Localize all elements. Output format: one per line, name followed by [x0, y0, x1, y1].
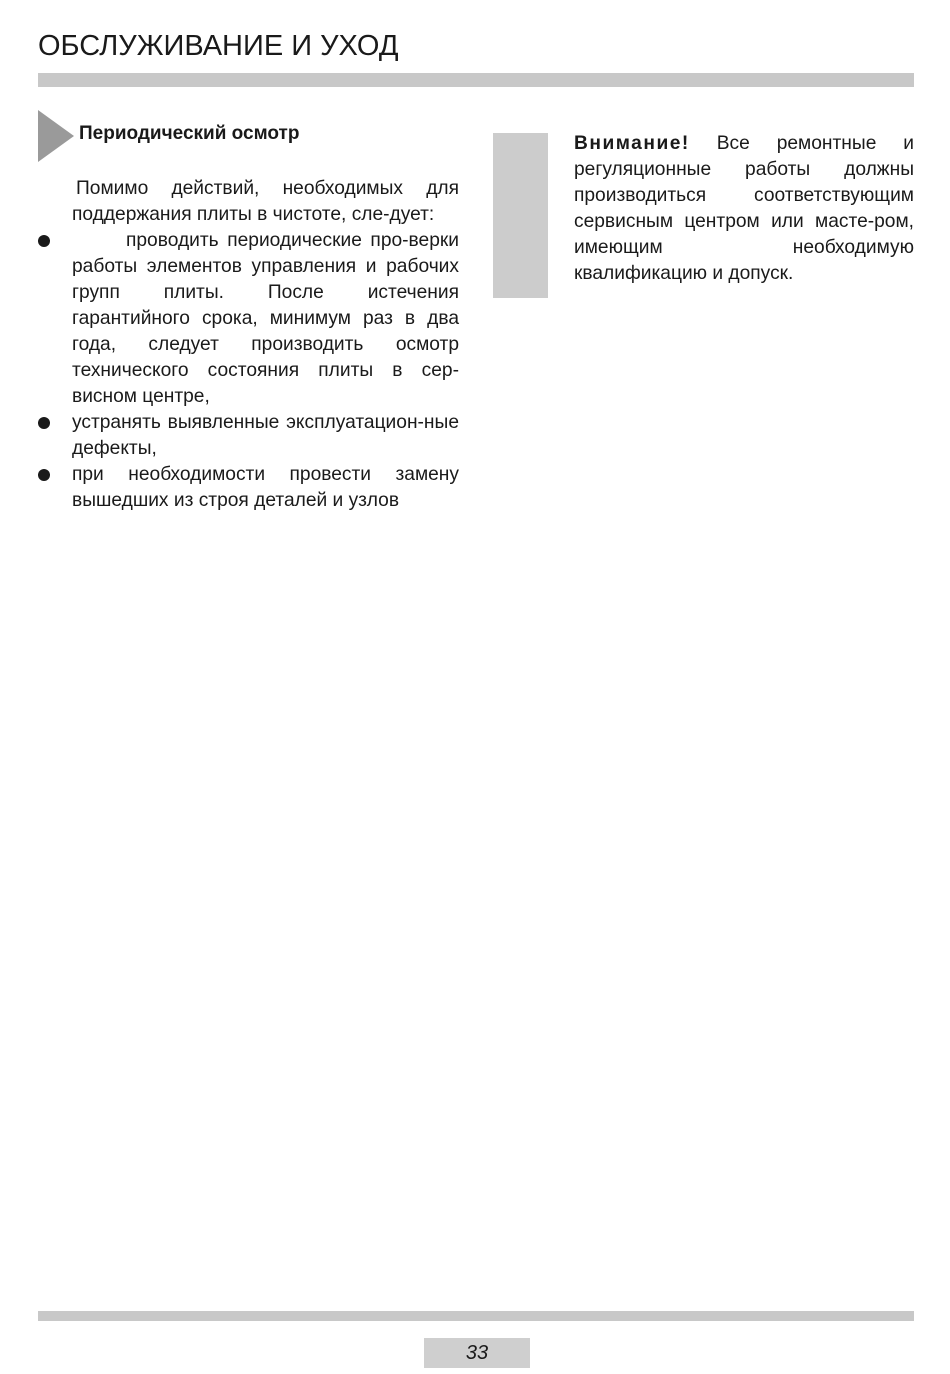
list-item-text: при необходимости провести замену вышедших из строя деталей и узлов — [72, 464, 459, 511]
page-number-box — [424, 1338, 530, 1368]
list-item — [72, 228, 459, 410]
list-item — [72, 410, 459, 462]
page-title: ОБСЛУЖИВАНИЕ И УХОД — [38, 30, 399, 62]
bullet-dot-icon — [38, 469, 50, 481]
list-item-text: проводить периодические про-верки работы элементов управления и рабочих групп плиты. После истечения гарантийного срока, минимум раз в два года, следует производить осмотр технического состояния плиты в сер-висном центре, — [72, 230, 459, 407]
left-column — [72, 176, 459, 514]
intro-paragraph: Помимо действий, необходимых для поддержания плиты в чистоте, сле-дует: — [72, 178, 459, 225]
footer-divider — [38, 1311, 914, 1321]
header-divider — [38, 73, 914, 87]
warning-label: Внимание! — [574, 133, 690, 154]
page-number: 33 — [465, 1341, 489, 1364]
bullet-dot-icon — [38, 235, 50, 247]
section-title: Периодический осмотр — [79, 123, 300, 144]
bullet-list — [72, 228, 459, 514]
triangle-marker-icon — [38, 110, 74, 162]
warning-text: Все ремонтные и регуляционные работы должны производиться соответствующим сервисным центром или масте-ром, имеющим необходимую квалификацию и допуск. — [574, 133, 914, 284]
list-item — [72, 462, 459, 514]
warning-note — [574, 131, 914, 287]
warning-bar — [493, 133, 548, 298]
bullet-dot-icon — [38, 417, 50, 429]
list-item-text: устранять выявленные эксплуатацион-ные дефекты, — [72, 412, 459, 459]
